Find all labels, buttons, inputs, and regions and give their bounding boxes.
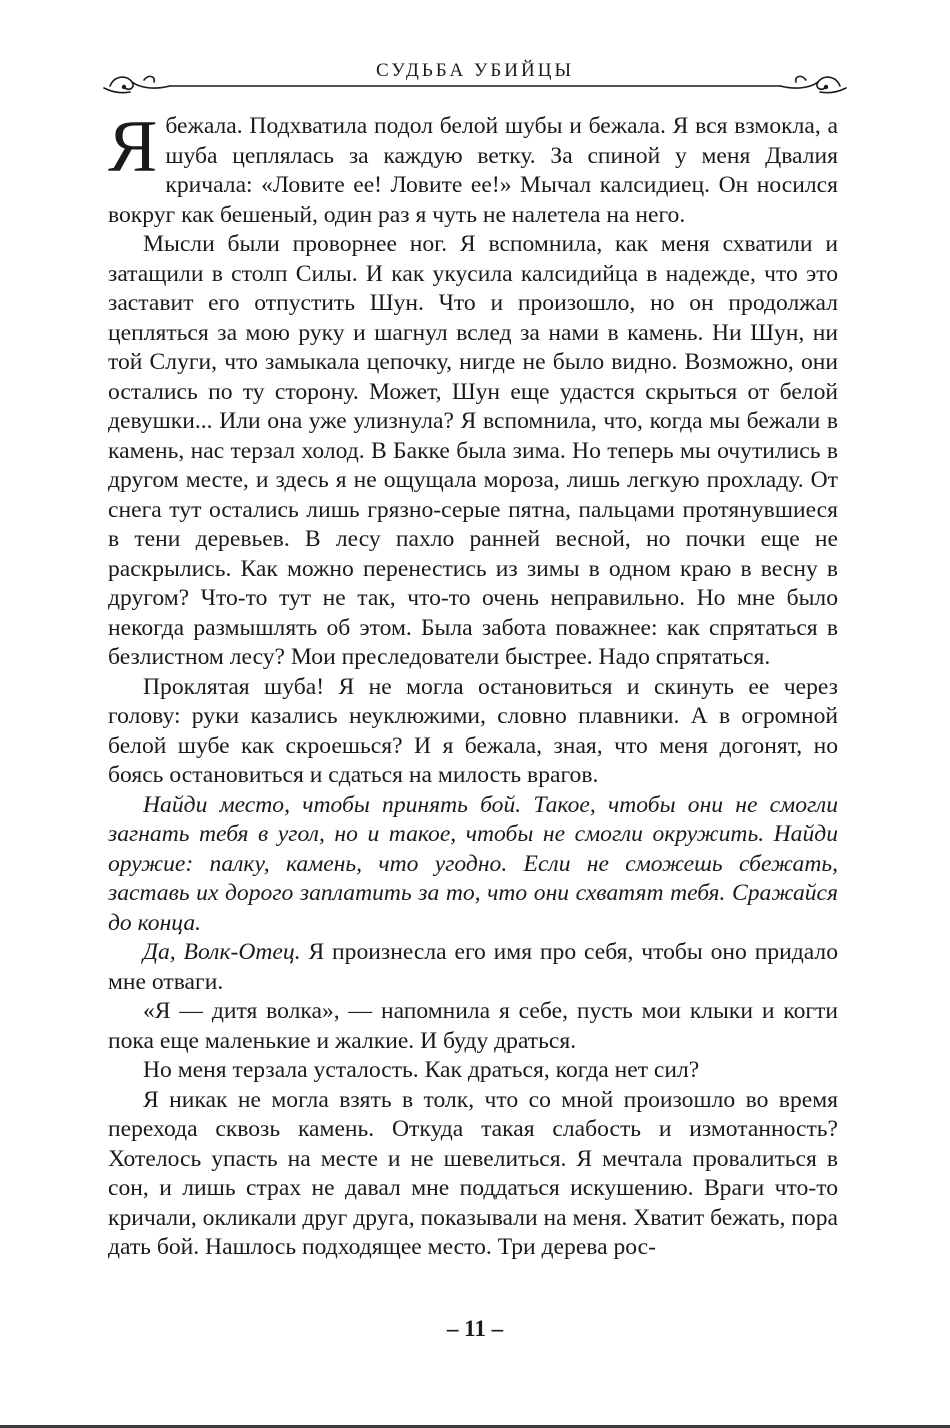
paragraph-5-italic: Да, Волк-Отец. <box>143 939 301 965</box>
paragraph-3: Проклятая шуба! Я не могла остановиться и скинуть ее через голову: руки казались неуклюжими, словно плавники. А в огромной белой шубе как скроешься? И я бежала, зная, что меня догонят, но боясь остановиться и сдаться на милость врагов. <box>108 673 838 788</box>
header-ornament <box>100 70 850 100</box>
paragraph-2: Мысли были проворнее ног. Я вспомнила, как меня схватили и затащили в столп Силы. И как укусила калсидийца в надежде, что это заставит его отпустить Шун. Что и произошло, но он продолжал цепляться за мою руку и шагнул вслед за нами в камень. Ни Шун, ни той Слуги, что замыкала цепочку, нигде не было видно. Возможно, они остались по ту сторону. Может, Шун еще удастся скрыться от белой девушки... Или она уже улизнула? Я вспомнила, что, когда мы бежали в камень, нас терзал холод. В Бакке была зима. Но теперь мы очутились в другом месте, и здесь я не ощущала мороза, лишь легкую прохладу. От снега тут остались лишь грязно-серые пятна, пальцами протянувшиеся в тени деревьев. В лесу пахло ранней весной, но почки еще не раскрылись. Как можно перенестись из зимы в одном краю в весну в другом? Что-то тут не так, что-то очень неправильно. Но мне было некогда размышлять об этом. Была забота поважнее: как спрятаться в безлистном лесу? Мои преследователи быстрее. Надо спрятаться. <box>108 231 838 670</box>
paragraph-4-italic: Найди место, чтобы принять бой. Такое, чтобы они не смогли загнать тебя в угол, но и такое, чтобы не смогли окружить. Найди оружие: палку, камень, что угодно. Если не сможешь сбежать, заставь их дорого заплатить за то, что они схватят тебя. Сражайся до конца. <box>108 791 838 936</box>
paragraph-1-text: бежала. Подхватила подол белой шубы и бежала. Я вся взмокла, а шуба цеплялась за каждую ветку. За спиной у меня Двалия кричала: «Ловите ее! Ловите ее!» Мычал калсидиец. Он носился вокруг как бешеный, один раз я чуть не налетела на него. <box>108 113 838 228</box>
paragraph-6: «Я — дитя волка», — напомнила я себе, пусть мои клыки и когти пока еще маленькие и жалкие. И буду драться. <box>108 998 838 1054</box>
body-text <box>108 106 838 1263</box>
paragraph-1 <box>108 106 838 230</box>
page-number: – 11 – <box>446 1316 504 1341</box>
paragraph-7: Но меня терзала усталость. Как драться, когда нет сил? <box>143 1057 700 1083</box>
paragraph-5-text: Я произнесла его имя про себя, чтобы оно придало мне отваги. <box>108 939 838 995</box>
running-header: СУДЬБА УБИЙЦЫ <box>375 60 575 81</box>
paragraph-8: Я никак не могла взять в толк, что со мной произошло во время перехода сквозь камень. Откуда такая слабость и измотанность? Хотелось упасть на месте и не шевелиться. Я мечтала провалиться в сон, и лишь страх не давал мне поддаться искушению. Враги что-то кричали, окликали друг друга, показывали на меня. Хватит бежать, пора дать бой. Нашлось подходящее место. Три дерева рос- <box>108 1086 838 1260</box>
paragraph-5 <box>108 938 838 997</box>
drop-cap: Я <box>108 106 158 188</box>
